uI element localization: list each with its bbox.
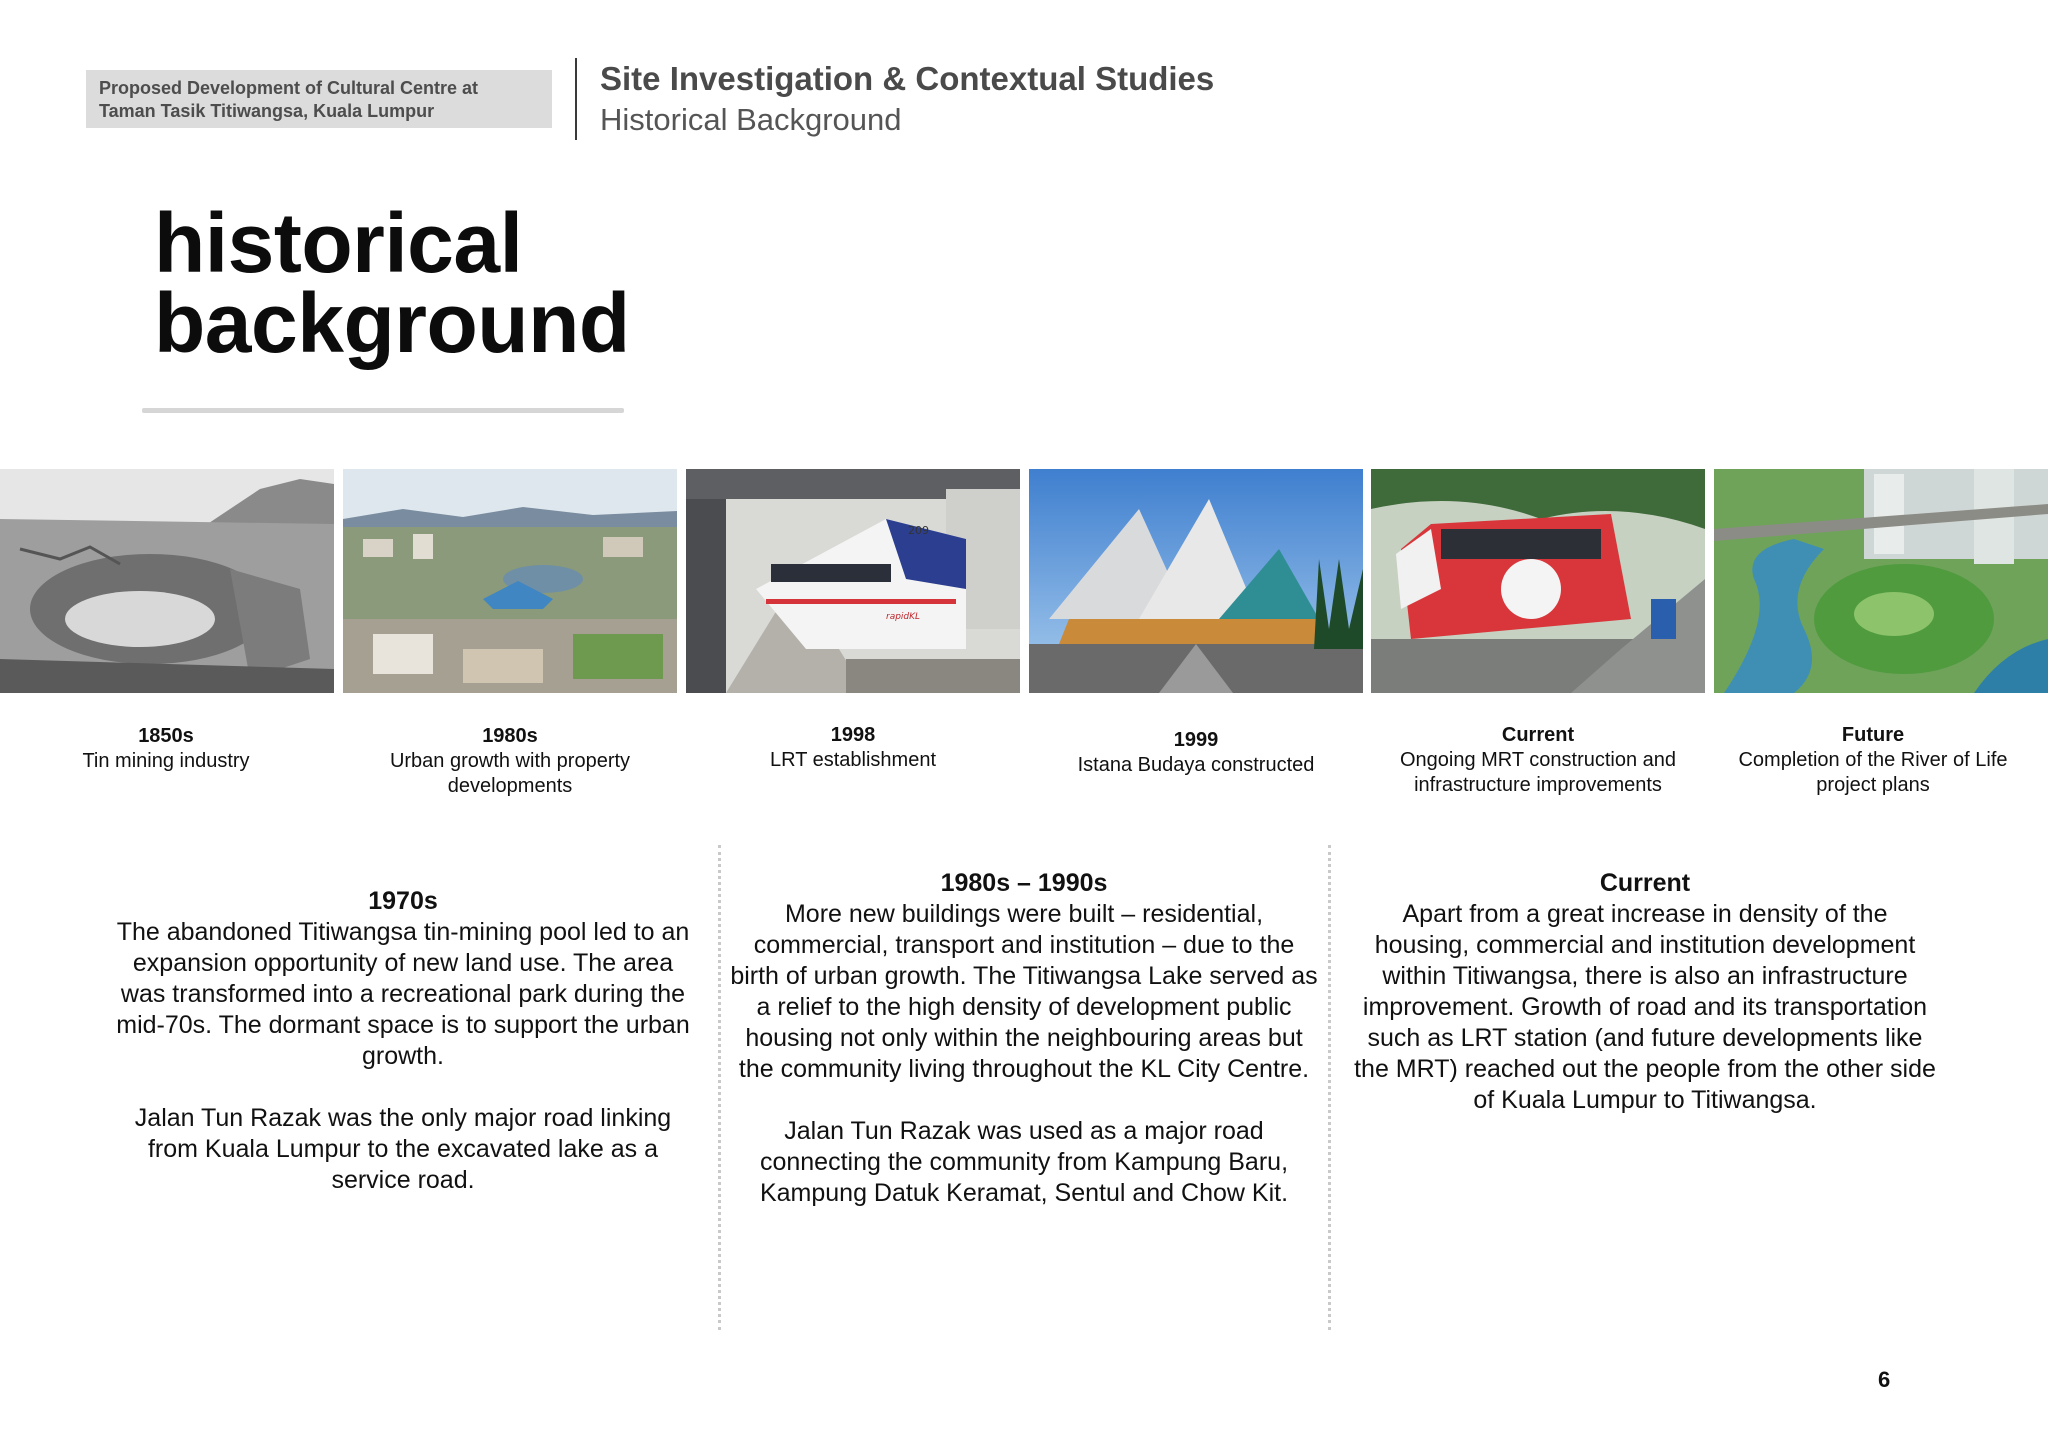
project-title-box	[86, 70, 552, 128]
column-paragraph-1: The abandoned Titiwangsa tin-mining pool led to an expansion opportunity of new land use. The area was transformed into a recreational park during the mid-70s. The dormant space is to support the urban growth.	[116, 918, 690, 1070]
lrt-train-photo	[686, 469, 1020, 693]
train-brand-label: rapidKL	[886, 612, 921, 622]
caption-text: Istana Budaya constructed	[1077, 754, 1315, 776]
monorail-photo	[1371, 469, 1705, 693]
column-heading: 1970s	[368, 887, 438, 915]
text-column-1980s-1990s	[728, 868, 1320, 1209]
caption-year: 1998	[830, 724, 876, 746]
page-title-line1: historical	[154, 196, 523, 290]
column-paragraph-1: Apart from a great increase in density of the housing, commercial and institution development within Titiwangsa, there is also an infrastructure improvement. Growth of road and its transportation such as LRT station (and future developments like the MRT) reached out the people from the other side of Kuala Lumpur to Titiwangsa.	[1354, 900, 1936, 1114]
title-underline	[142, 408, 624, 413]
caption-year: Future	[1841, 724, 1905, 746]
caption-current	[1383, 723, 1693, 798]
column-heading: Current	[1599, 869, 1691, 897]
caption-year: Current	[1501, 724, 1575, 746]
caption-1850s	[36, 724, 296, 774]
caption-1999	[1056, 728, 1336, 778]
project-title-line2: Taman Tasik Titiwangsa, Kuala Lumpur	[99, 101, 435, 121]
column-paragraph-1: More new buildings were built – residential, commercial, transport and institution – due to the birth of urban growth. The Titiwangsa Lake served as a relief to the high density of development public housing not only within the neighbouring areas but the community living throughout the KL City Centre.	[730, 900, 1318, 1083]
tin-mine-photo	[0, 469, 334, 693]
project-title-line1: Proposed Development of Cultural Centre at	[99, 78, 479, 98]
section-title: Site Investigation & Contextual Studies	[600, 60, 1215, 97]
column-heading: 1980s – 1990s	[940, 869, 1108, 897]
city-aerial-photo	[343, 469, 677, 693]
page-title	[154, 196, 630, 370]
text-column-1970s	[112, 886, 694, 1196]
column-paragraph-2: Jalan Tun Razak was the only major road linking from Kuala Lumpur to the excavated lake as a service road.	[134, 1104, 672, 1194]
text-column-current	[1352, 868, 1938, 1116]
caption-text: Ongoing MRT construction and infrastructure improvements	[1399, 749, 1677, 796]
header-divider	[575, 58, 577, 140]
caption-year: 1850s	[138, 725, 194, 747]
column-divider-1	[718, 845, 721, 1330]
caption-text: Tin mining industry	[82, 750, 250, 772]
caption-year: 1980s	[482, 725, 538, 747]
caption-year: 1999	[1173, 729, 1219, 751]
caption-text: Completion of the River of Life project plans	[1738, 749, 2008, 796]
istana-budaya-photo	[1029, 469, 1363, 693]
column-paragraph-2: Jalan Tun Razak was used as a major road connecting the community from Kampung Baru, Kampung Datuk Keramat, Sentul and Chow Kit.	[759, 1117, 1289, 1207]
column-divider-2	[1328, 845, 1331, 1330]
river-of-life-photo	[1714, 469, 2048, 693]
caption-text: Urban growth with property developments	[389, 750, 631, 797]
page-number: 6	[1878, 1367, 1891, 1392]
page-title-line2: background	[154, 276, 630, 370]
caption-future	[1722, 723, 2024, 798]
caption-1980s	[365, 724, 655, 799]
train-number-label: 209	[908, 524, 929, 537]
section-subtitle: Historical Background	[600, 102, 902, 137]
caption-1998	[718, 723, 988, 773]
caption-text: LRT establishment	[769, 749, 936, 771]
